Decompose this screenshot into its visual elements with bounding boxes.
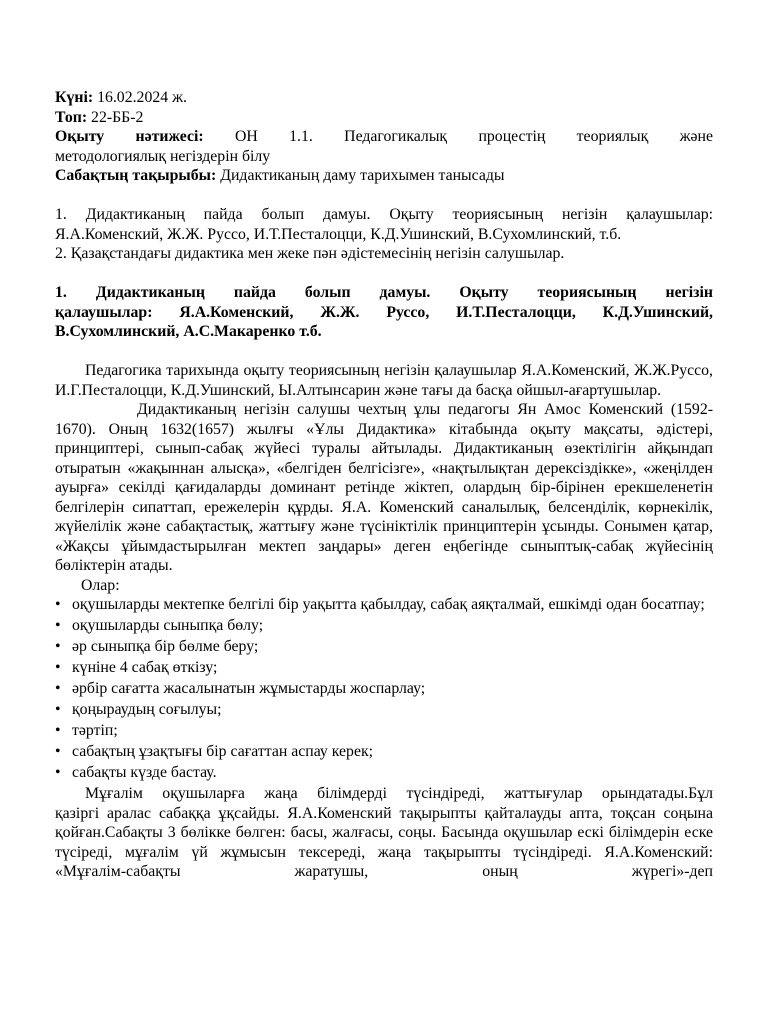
list-item: • әрбір сағатта жасалынатын жұмыстарды жоспарлау; bbox=[55, 680, 426, 697]
outcome-line-2: методологиялық негіздерін білу bbox=[55, 147, 271, 165]
list-intro: Олар: bbox=[81, 576, 120, 594]
outcome-value: ОН 1.1. Педагогикалық процестің теориялық және bbox=[234, 128, 713, 145]
section-heading-line-2: қалаушылар: Я.А.Коменский, Ж.Ж. Руссо, И.Т.Песталоцци, К.Д.Ушинский, bbox=[55, 303, 713, 321]
topic-line bbox=[55, 166, 713, 186]
plan-item-1: 1. Дидактиканың пайда болып дамуы. Оқыту теориясының негізін қалаушылар: bbox=[55, 206, 713, 223]
list-item: • күніне 4 сабақ өткізу; bbox=[55, 659, 218, 676]
bullet-icon: • bbox=[55, 701, 61, 718]
list-item: • сабақтың ұзақтығы бір сағаттан аспау керек; bbox=[55, 743, 374, 760]
bullet-icon: • bbox=[55, 764, 61, 781]
document-page bbox=[55, 88, 713, 882]
bullet-icon: • bbox=[55, 638, 61, 655]
bullet-icon: • bbox=[55, 596, 61, 613]
section-heading-line-3: В.Сухомлинский, А.С.Макаренко т.б. bbox=[55, 323, 322, 340]
group-label: Топ: bbox=[55, 108, 88, 126]
paragraph-intro: Педагогика тарихында оқыту теориясының негізін қалаушылар Я.А.Коменский, Ж.Ж.Руссо, И.Г.Песталоцци, К.Д.Ушинский, Ы.Алтынсарин және тағы да басқа ойшыл-ағартушылар. bbox=[55, 362, 713, 399]
paragraph-lesson: қазіргі аралас сабаққа ұқсайды. Я.А.Коменский тақырыпты қайталауды апта, тоқсан соңына қойған.Сабақты 3 бөлікке бөлген: басы, жалғасы, соңы. Басында оқушылар ескі білімдерін еске түсіреді, мұғалім үй жұмысын тексереді, жаңа тақырыпты түсіндіреді. Я.А.Коменский: «Мұғалім-сабақты жаратушы, оның жүрегі»-деп bbox=[55, 804, 713, 880]
group-line bbox=[55, 108, 713, 128]
bullet-icon: • bbox=[55, 722, 61, 739]
date-line bbox=[55, 88, 713, 108]
list-item: • қоңыраудың соғылуы; bbox=[55, 701, 222, 718]
plan-item-1-cont: Я.А.Коменский, Ж.Ж. Руссо, И.Т.Песталоцци, К.Д.Ушинский, В.Сухомлинский, т.б. bbox=[55, 225, 622, 243]
date-value: 16.02.2024 ж. bbox=[97, 89, 187, 106]
outcome-line bbox=[55, 127, 713, 147]
section-heading-line-1: 1. Дидактиканың пайда болып дамуы. Оқыту теориясының негізін bbox=[55, 284, 713, 301]
list-item: • сабақты күзде бастау. bbox=[55, 764, 217, 781]
plan-item-2: 2. Қазақстандағы дидактика мен жеке пән әдістемесінің негізін салушылар. bbox=[55, 245, 565, 262]
paragraph-comenius: Дидактиканың негізін салушы чехтың ұлы педагогы Ян Амос Коменский (1592-1670). Оның 1632(1657) жылғы «Ұлы Дидактика» кітабында оқыту мақсаты, әдістері, принциптері, сынып-сабақ жүйесі туралы айтылады. Дидактиканың өзектілігін айқындап отыратын «жақыннан алысқа», «белгіден белгісізге», «нақтылықтан дерексіздікке», «жеңілден ауырға» секілді қағидаларды доминант ретінде жіктеп, олардың бір-бірінен ерекшеленетін белгілерін сипаттап, ережелерін құрды. Я.А. Коменский саналылық, белсенділік, көрнекілік, жүйелілік және сабақтастық, жаттығу және түсініктілік принциптерін ұсынды. Сонымен қатар, «Жақсы ұйымдастырылған мектеп заңдары» деген еңбегінде сыныптық-сабақ жүйесінің бөліктерін атады. bbox=[55, 401, 713, 574]
topic-label: Сабақтың тақырыбы: bbox=[55, 167, 217, 184]
principles-list bbox=[55, 595, 713, 783]
list-item: • оқушыларды мектепке белгілі бір уақытта қабылдау, сабақ аяқталмай, ешкімді одан босатпау; bbox=[55, 596, 705, 613]
bullet-icon: • bbox=[55, 743, 61, 760]
list-item: • әр сыныпқа бір бөлме беру; bbox=[55, 638, 259, 655]
bullet-icon: • bbox=[55, 617, 61, 634]
topic-value: Дидактиканың даму тарихымен танысады bbox=[220, 167, 505, 184]
bullet-icon: • bbox=[55, 680, 61, 697]
outcome-label: Оқыту нәтижесі: bbox=[55, 128, 204, 145]
group-value: 22-ББ-2 bbox=[91, 108, 144, 126]
list-item: • тәртіп; bbox=[55, 722, 118, 739]
bullet-icon: • bbox=[55, 659, 61, 676]
paragraph-lesson-line-1: Мұғалім оқушыларға жаңа білімдерді түсіндіреді, жаттығулар орындатады.Бұл bbox=[85, 785, 713, 802]
list-item: • оқушыларды сыныпқа бөлу; bbox=[55, 617, 264, 634]
date-label: Күні: bbox=[55, 89, 94, 106]
